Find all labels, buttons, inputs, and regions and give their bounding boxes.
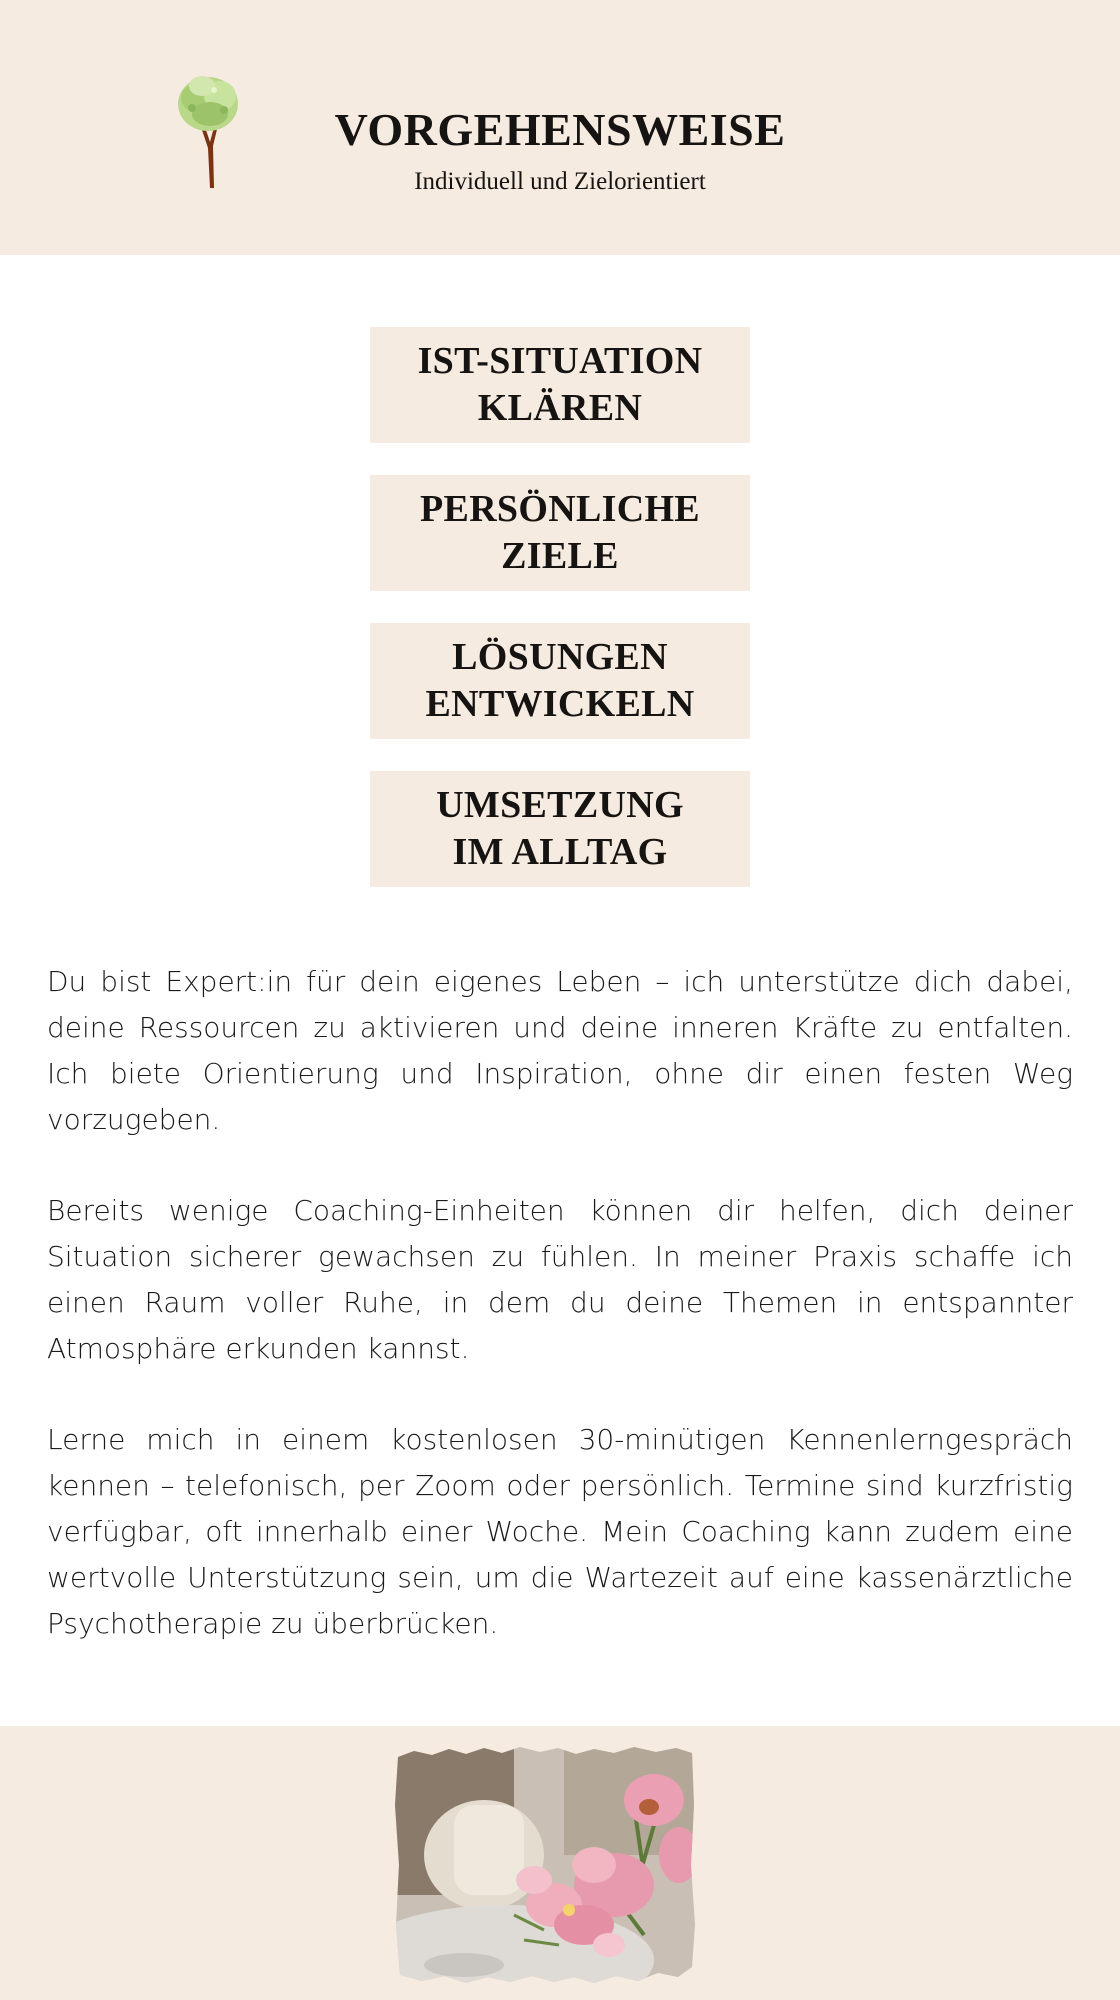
flowers-photo: [394, 1745, 697, 1985]
header-banner: [0, 0, 1120, 255]
step-label-line2: KLÄREN: [477, 387, 643, 429]
paragraph-coaching: Bereits wenige Coaching-Einheiten können dir helfen, dich deiner Situation sicherer gewachsen zu fühlen. In meiner Praxis schaffe ich einen Raum voller Ruhe, in dem du deine Themen in entspannter Atmosphäre erkunden kannst.: [47, 1194, 1073, 1365]
step-label-line2: ZIELE: [501, 535, 619, 577]
step-label-line1: UMSETZUNG: [436, 784, 684, 826]
step-ist-situation: [370, 327, 750, 443]
step-persoenliche-ziele: [370, 475, 750, 591]
page-subtitle: Individuell und Zielorientiert: [414, 168, 706, 195]
step-label-line2: IM ALLTAG: [452, 831, 668, 873]
paragraph-intro: Du bist Expert:in für dein eigenes Leben – ich unterstütze dich dabei, deine Ressourcen zu aktivieren und deine inneren Kräfte zu entfalten. Ich biete Orientierung und Inspiration, ohne dir einen festen Weg vorzugeben.: [47, 965, 1073, 1136]
step-label-line1: PERSÖNLICHE: [420, 488, 700, 530]
page-title: VORGEHENSWEISE: [334, 104, 786, 155]
step-label-line1: LÖSUNGEN: [452, 636, 668, 678]
paragraph-kennenlernen: Lerne mich in einem kostenlosen 30-minütigen Kennenlerngespräch kennen – telefonisch, per Zoom oder persönlich. Termine sind kurzfristig verfügbar, oft innerhalb einer Woche. Mein Coaching kann zudem eine wertvolle Unterstützung sein, um die Wartezeit auf eine kassenärztliche Psychotherapie zu überbrücken.: [47, 1423, 1073, 1640]
step-umsetzung-im-alltag: [370, 771, 750, 887]
step-label-line2: ENTWICKELN: [425, 683, 695, 725]
step-label-line1: IST-SITUATION: [417, 340, 703, 382]
step-loesungen-entwickeln: [370, 623, 750, 739]
